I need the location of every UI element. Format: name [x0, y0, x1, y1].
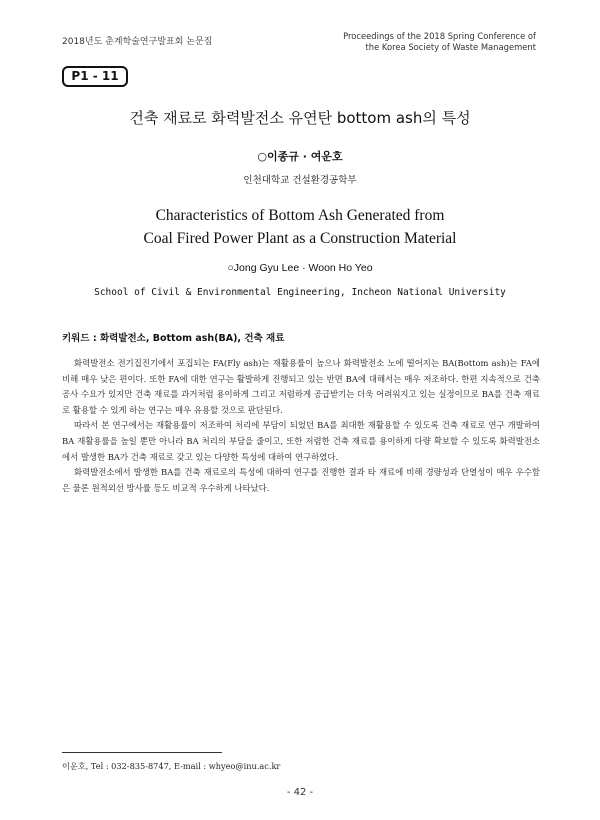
abstract-body — [62, 356, 540, 496]
page-number: - 42 - — [286, 787, 314, 798]
authors-korean: ○이종규 · 여운호 — [257, 150, 343, 163]
affiliation-korean: 인천대학교 건설환경공학부 — [243, 175, 357, 186]
authors-english: ○Jong Gyu Lee · Woon Ho Yeo — [227, 262, 373, 274]
footnote-divider — [62, 752, 222, 753]
keywords: 키워드 : 화력발전소, Bottom ash(BA), 건축 재료 — [62, 333, 285, 344]
affiliation-english: School of Civil & Environmental Engineering, Incheon National University — [94, 287, 506, 298]
abstract-paragraph: 화력발전소에서 발생한 BA를 건축 재료로의 특성에 대하여 연구를 진행한 결과 타 재료에 비해 경량성과 단열성이 매우 우수함은 물론 원적외선 방사률 등도 비교적 우수하게 나타났다. — [62, 467, 540, 493]
header-right-line2: the Korea Society of Waste Management — [365, 42, 536, 52]
footnote-contact: 이운호, Tel : 032-835-8747, E-mail : whyeo@inu.ac.kr — [62, 761, 281, 771]
title-english-line2: Coal Fired Power Plant as a Construction Material — [143, 230, 457, 247]
paper-id-badge: P1 - 11 — [62, 66, 128, 87]
title-english — [0, 204, 600, 250]
conference-header-korean: 2018년도 춘계학술연구발표회 논문집 — [62, 37, 213, 47]
abstract-paragraph: 따라서 본 연구에서는 재활용률이 저조하여 처리에 부담이 되었던 BA를 최대한 재활용할 수 있도록 건축 재료로 연구 개발하여 BA 재활용률을 높일 뿐만 아니라 BA 처리의 부담을 줄이고, 또한 저렴한 건축 재료를 용이하게 다량 확보할 수 있도록 화력발전소에서 발생한 BA가 건축 재료로 갖고 있는 다양한 특성에 대하여 연구하였다. — [62, 420, 540, 462]
title-english-line1: Characteristics of Bottom Ash Generated from — [155, 207, 445, 224]
header-right-line1: Proceedings of the 2018 Spring Conference of — [343, 31, 536, 41]
title-korean: 건축 재료로 화력발전소 유연탄 bottom ash의 특성 — [129, 109, 471, 127]
abstract-paragraph: 화력발전소 전기집진기에서 포집되는 FA(Fly ash)는 재활용률이 높으나 화력발전소 노에 떨어지는 BA(Bottom ash)는 FA에 비해 매우 낮은 편이다. 또한 FA에 대한 연구는 활발하게 진행되고 있는 반면 BA에 대해서는 매우 저조하다. 한편 지속적으로 건축 공사 수요가 있지만 건축 재료를 과거처럼 용이하게 그리고 저렴하게 공급받기는 더욱 어려워지고 있는 실정이므로 BA를 건축 재료로 활용할 수 있게 하는 연구는 매우 유용할 것으로 판단된다. — [62, 358, 540, 415]
conference-header-english — [343, 31, 536, 53]
